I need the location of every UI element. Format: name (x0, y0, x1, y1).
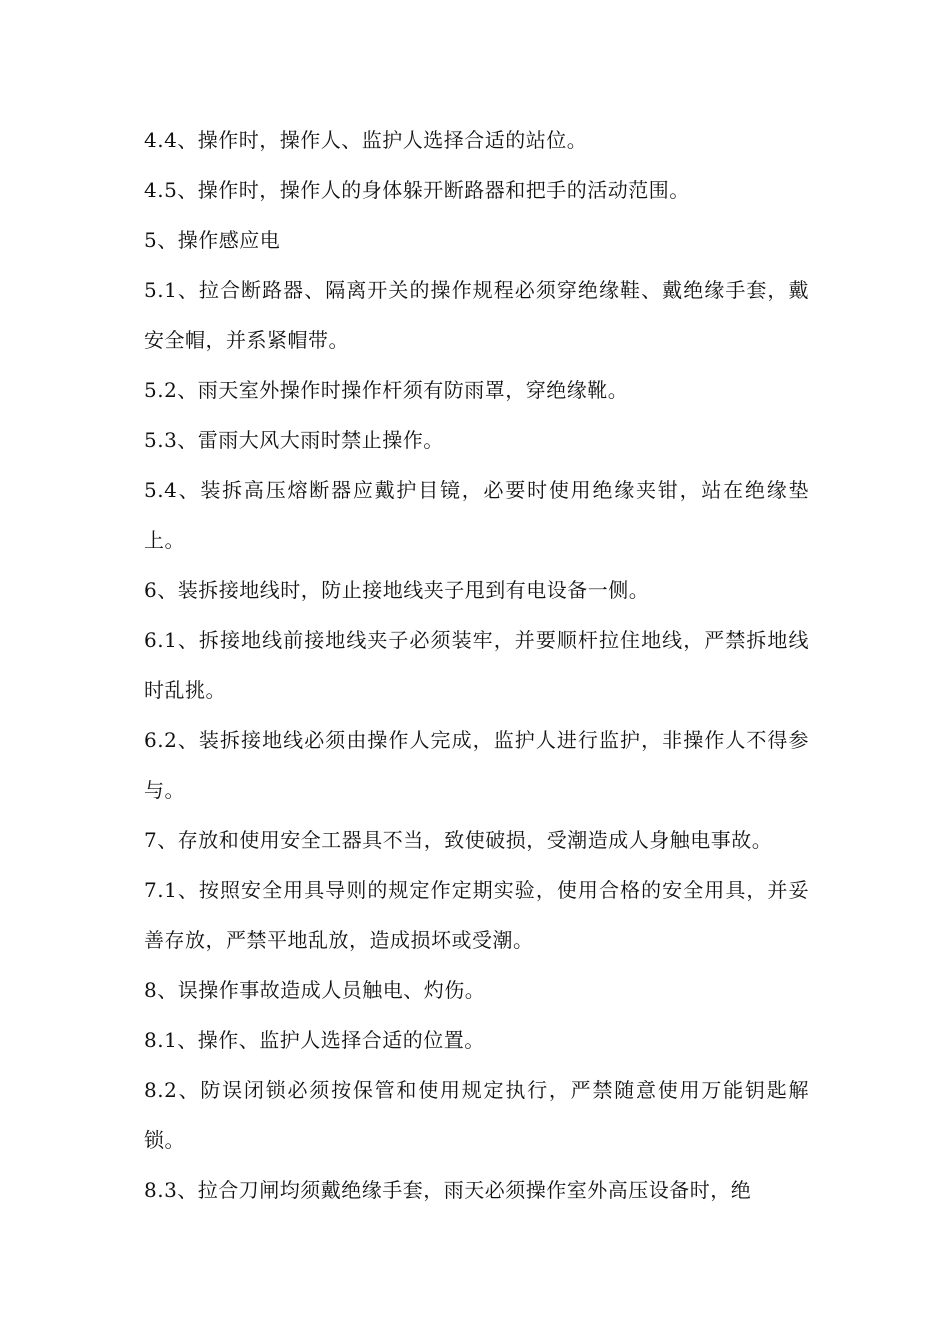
paragraph-8-1: 8.1、操作、监护人选择合适的位置。 (144, 1028, 485, 1052)
paragraph-5-2: 5.2、雨天室外操作时操作杆须有防雨罩，穿绝缘靴。 (144, 378, 629, 402)
paragraph-5-1: 5.1、拉合断路器、隔离开关的操作规程必须穿绝缘鞋、戴绝缘手套，戴安全帽，并系紧帽带。 (144, 278, 809, 352)
paragraph-6-2: 6.2、装拆接地线必须由操作人完成，监护人进行监护，非操作人不得参与。 (144, 728, 809, 802)
paragraph-5-3: 5.3、雷雨大风大雨时禁止操作。 (144, 428, 444, 452)
paragraph-6-1: 6.1、拆接地线前接地线夹子必须装牢，并要顺杆拉住地线，严禁拆地线时乱挑。 (144, 628, 809, 702)
document-body (144, 115, 809, 1215)
section-heading-7: 7、存放和使用安全工器具不当，致使破损，受潮造成人身触电事故。 (144, 828, 773, 852)
section-heading-6: 6、装拆接地线时，防止接地线夹子甩到有电设备一侧。 (144, 578, 650, 602)
paragraph-8-2: 8.2、防误闭锁必须按保管和使用规定执行，严禁随意使用万能钥匙解锁。 (144, 1078, 809, 1152)
paragraph-7-1: 7.1、按照安全用具导则的规定作定期实验，使用合格的安全用具，并妥善存放，严禁平地乱放，造成损坏或受潮。 (144, 878, 809, 952)
paragraph-4-5: 4.5、操作时，操作人的身体躲开断路器和把手的活动范围。 (144, 178, 690, 202)
section-heading-5: 5、操作感应电 (144, 228, 281, 252)
paragraph-8-3: 8.3、拉合刀闸均须戴绝缘手套，雨天必须操作室外高压设备时，绝 (144, 1178, 752, 1202)
section-heading-8: 8、误操作事故造成人员触电、灼伤。 (144, 978, 486, 1002)
paragraph-5-4: 5.4、装拆高压熔断器应戴护目镜，必要时使用绝缘夹钳，站在绝缘垫上。 (144, 478, 809, 552)
paragraph-4-4: 4.4、操作时，操作人、监护人选择合适的站位。 (144, 128, 588, 152)
